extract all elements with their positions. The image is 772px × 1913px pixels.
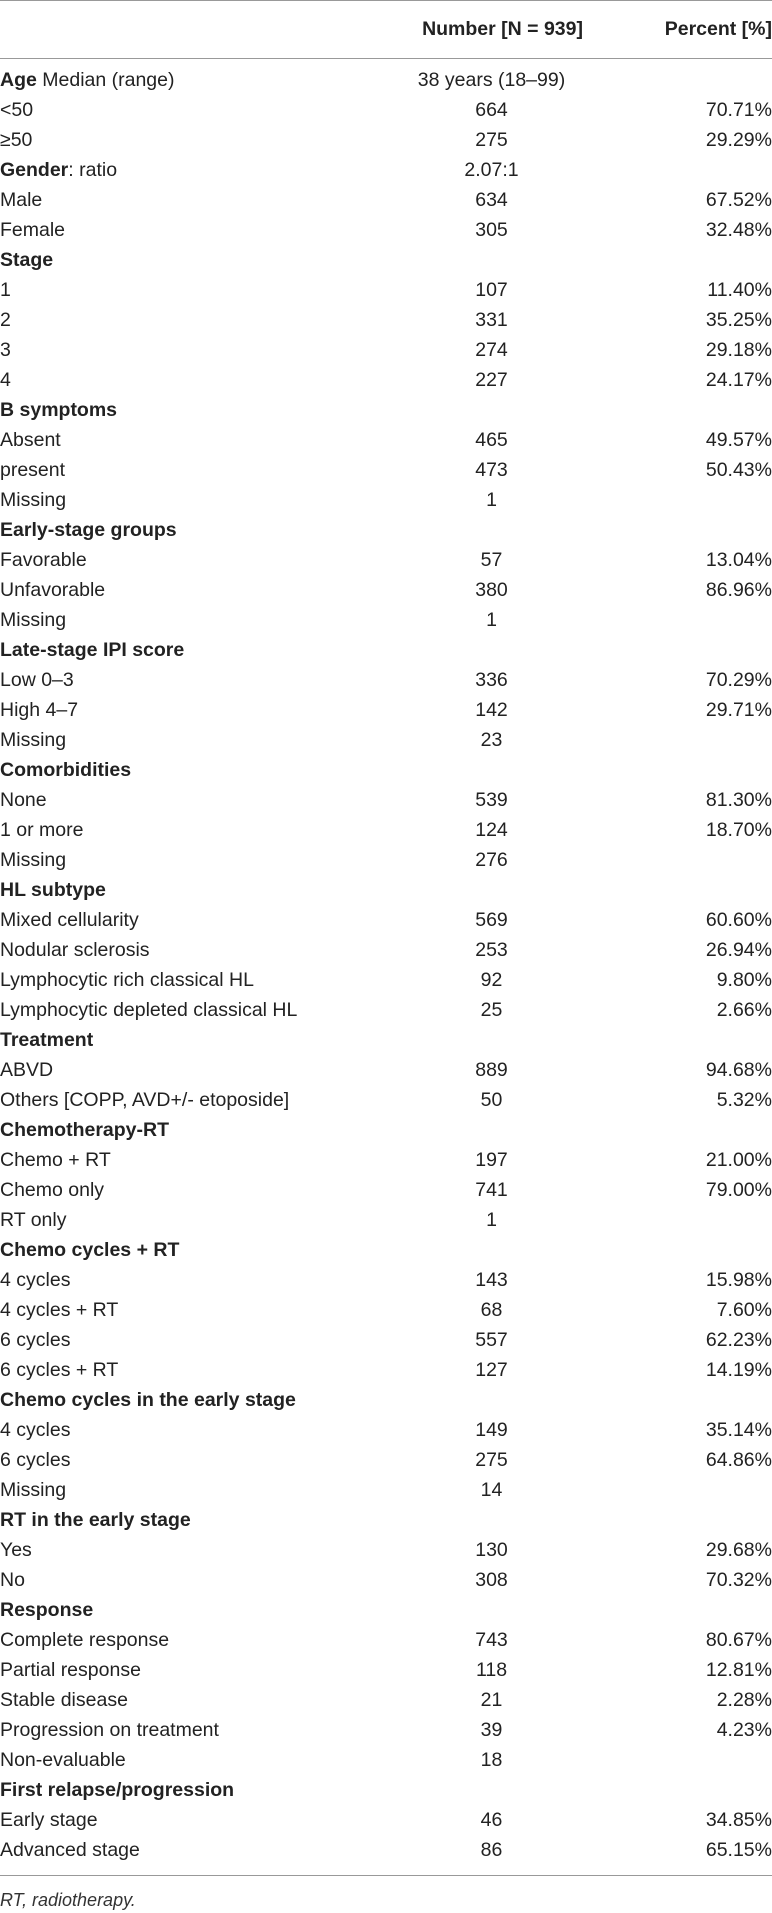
- table-row: [0, 605, 772, 635]
- row-percent: 12.81%: [705, 1658, 772, 1681]
- table-row: [0, 575, 772, 605]
- row-number: 664: [475, 98, 508, 121]
- row-number: 253: [475, 938, 508, 961]
- row-label: Treatment: [0, 1028, 94, 1051]
- row-label: RT only: [0, 1208, 67, 1231]
- row-percent: 11.40%: [707, 278, 772, 301]
- row-number: 18: [480, 1748, 503, 1771]
- row-label: <50: [0, 98, 34, 121]
- row-label: First relapse/progression: [0, 1778, 235, 1801]
- table-row: [0, 1205, 772, 1235]
- table-row: [0, 185, 772, 215]
- table-row: [0, 665, 772, 695]
- section-row: [0, 515, 772, 545]
- table-row: [0, 1295, 772, 1325]
- row-label: Lymphocytic depleted classical HL: [0, 998, 298, 1021]
- row-number: 92: [480, 968, 503, 991]
- row-label: Lymphocytic rich classical HL: [0, 968, 254, 991]
- table-row: [0, 545, 772, 575]
- row-number: 1: [486, 488, 497, 511]
- row-number: 889: [475, 1058, 508, 1081]
- table-row: [0, 305, 772, 335]
- row-number: 305: [475, 218, 508, 241]
- row-label: Missing: [0, 1478, 67, 1501]
- row-number: 86: [480, 1838, 503, 1861]
- row-number: 2.07:1: [464, 158, 519, 181]
- row-label: ≥50: [0, 128, 33, 151]
- table-row: [0, 155, 772, 185]
- row-number: 68: [480, 1298, 503, 1321]
- section-row: [0, 1595, 772, 1625]
- row-percent: 94.68%: [705, 1058, 772, 1081]
- row-percent: 2.28%: [716, 1688, 772, 1711]
- row-number: 331: [475, 308, 508, 331]
- row-number: 473: [475, 458, 508, 481]
- section-row: [0, 1025, 772, 1055]
- row-percent: 26.94%: [705, 938, 772, 961]
- table-row: [0, 95, 772, 125]
- row-percent: 29.68%: [705, 1538, 772, 1561]
- row-label: Late-stage IPI score: [0, 638, 185, 661]
- row-number: 634: [475, 188, 508, 211]
- table-row: [0, 1535, 772, 1565]
- row-number: 46: [480, 1808, 503, 1831]
- row-label: Advanced stage: [0, 1838, 140, 1861]
- row-percent: 32.48%: [705, 218, 772, 241]
- row-label: Missing: [0, 728, 67, 751]
- row-label: 1: [0, 278, 11, 301]
- header-percent: Percent [%]: [664, 18, 772, 40]
- row-number: 23: [480, 728, 503, 751]
- row-label: Early stage: [0, 1808, 98, 1831]
- row-number: 336: [475, 668, 508, 691]
- header-number: Number [N = 939]: [422, 18, 583, 40]
- table-row: [0, 1475, 772, 1505]
- row-number: 142: [475, 698, 508, 721]
- table-row: [0, 1055, 772, 1085]
- table-row: [0, 1835, 772, 1865]
- row-label: 4 cycles: [0, 1268, 71, 1291]
- row-label: 2: [0, 308, 11, 331]
- table-row: [0, 1175, 772, 1205]
- row-percent: 64.86%: [705, 1448, 772, 1471]
- row-label: Non-evaluable: [0, 1748, 126, 1771]
- row-label: Female: [0, 218, 66, 241]
- row-percent: 62.23%: [705, 1328, 772, 1351]
- row-label: Missing: [0, 488, 67, 511]
- row-number: 143: [475, 1268, 508, 1291]
- table-row: [0, 965, 772, 995]
- row-label: Others [COPP, AVD+/- etoposide]: [0, 1088, 290, 1111]
- row-percent: 35.14%: [705, 1418, 772, 1441]
- row-label: None: [0, 788, 47, 811]
- table-row: [0, 1415, 772, 1445]
- row-percent: 7.60%: [716, 1298, 772, 1321]
- row-label: Complete response: [0, 1628, 170, 1651]
- row-number: 38 years (18–99): [417, 68, 566, 91]
- row-label: Male: [0, 188, 43, 211]
- row-number: 308: [475, 1568, 508, 1591]
- row-label: No: [0, 1568, 25, 1591]
- row-number: 275: [475, 128, 508, 151]
- row-label: Response: [0, 1598, 94, 1621]
- row-label: Nodular sclerosis: [0, 938, 150, 961]
- row-label: 4 cycles: [0, 1418, 71, 1441]
- row-number: 118: [475, 1658, 508, 1681]
- table-row: [0, 215, 772, 245]
- row-label: [0, 69, 390, 92]
- row-label: Chemo only: [0, 1178, 105, 1201]
- table-row: [0, 1355, 772, 1385]
- row-label: [0, 159, 390, 182]
- table-row: [0, 1805, 772, 1835]
- table-row: [0, 1265, 772, 1295]
- row-number: 57: [480, 548, 503, 571]
- row-percent: 4.23%: [716, 1718, 772, 1741]
- row-number: 39: [480, 1718, 503, 1741]
- row-percent: 2.66%: [716, 998, 772, 1021]
- row-number: 743: [475, 1628, 508, 1651]
- row-label-rest: Median (range): [36, 68, 175, 91]
- table-row: [0, 455, 772, 485]
- section-row: [0, 1115, 772, 1145]
- section-row: [0, 395, 772, 425]
- row-label: Chemo cycles in the early stage: [0, 1388, 296, 1411]
- section-row: [0, 1775, 772, 1805]
- row-number: 149: [475, 1418, 508, 1441]
- row-percent: 70.29%: [705, 668, 772, 691]
- table-row: [0, 725, 772, 755]
- row-label: 4 cycles + RT: [0, 1298, 119, 1321]
- row-percent: 29.71%: [705, 698, 772, 721]
- row-number: 107: [475, 278, 508, 301]
- row-percent: 80.67%: [705, 1628, 772, 1651]
- table-header: [0, 1, 772, 58]
- row-number: 275: [475, 1448, 508, 1471]
- row-label: Stage: [0, 248, 54, 271]
- row-percent: 70.32%: [705, 1568, 772, 1591]
- section-row: [0, 875, 772, 905]
- row-number: 1: [486, 1208, 497, 1231]
- table-row: [0, 1655, 772, 1685]
- row-label: Mixed cellularity: [0, 908, 139, 931]
- table-row: [0, 1625, 772, 1655]
- row-number: 50: [480, 1088, 503, 1111]
- row-percent: 81.30%: [705, 788, 772, 811]
- row-label: 6 cycles: [0, 1328, 71, 1351]
- row-label: Unfavorable: [0, 578, 106, 601]
- row-percent: 5.32%: [716, 1088, 772, 1111]
- row-label: Partial response: [0, 1658, 141, 1681]
- row-percent: 18.70%: [705, 818, 772, 841]
- table-row: [0, 1145, 772, 1175]
- table-row: [0, 1565, 772, 1595]
- row-number: 25: [480, 998, 503, 1021]
- section-row: [0, 1505, 772, 1535]
- table-row: [0, 1085, 772, 1115]
- row-percent: 79.00%: [705, 1178, 772, 1201]
- row-number: 14: [480, 1478, 503, 1501]
- table-row: [0, 65, 772, 95]
- table-row: [0, 995, 772, 1025]
- table-body: [0, 59, 772, 1875]
- row-percent: 49.57%: [705, 428, 772, 451]
- row-number: 124: [475, 818, 508, 841]
- section-row: [0, 1235, 772, 1265]
- row-label-rest: : ratio: [68, 158, 118, 181]
- row-percent: 60.60%: [705, 908, 772, 931]
- row-number: 276: [475, 848, 508, 871]
- row-percent: 50.43%: [705, 458, 772, 481]
- table-row: [0, 1745, 772, 1775]
- footnote: RT, radiotherapy.: [0, 1890, 136, 1910]
- row-percent: 14.19%: [705, 1358, 772, 1381]
- row-label: ABVD: [0, 1058, 54, 1081]
- row-number: 741: [475, 1178, 508, 1201]
- row-number: 227: [475, 368, 508, 391]
- row-percent: 24.17%: [705, 368, 772, 391]
- row-label: Early-stage groups: [0, 518, 177, 541]
- table-row: [0, 905, 772, 935]
- row-number: 21: [480, 1688, 503, 1711]
- row-percent: 15.98%: [705, 1268, 772, 1291]
- row-label: present: [0, 458, 66, 481]
- row-number: 197: [475, 1148, 508, 1171]
- row-number: 274: [475, 338, 508, 361]
- row-percent: 29.29%: [705, 128, 772, 151]
- row-percent: 21.00%: [705, 1148, 772, 1171]
- section-row: [0, 755, 772, 785]
- table-row: [0, 485, 772, 515]
- table-row: [0, 1445, 772, 1475]
- row-percent: 29.18%: [705, 338, 772, 361]
- section-row: [0, 635, 772, 665]
- row-number: 557: [475, 1328, 508, 1351]
- row-percent: 34.85%: [705, 1808, 772, 1831]
- section-row: [0, 1385, 772, 1415]
- row-number: 465: [475, 428, 508, 451]
- row-label: Chemo cycles + RT: [0, 1238, 180, 1261]
- row-label: Progression on treatment: [0, 1718, 219, 1741]
- row-label: Chemo + RT: [0, 1148, 111, 1171]
- row-label-bold: Gender: [0, 158, 69, 181]
- table-row: [0, 365, 772, 395]
- table-row: [0, 935, 772, 965]
- table-row: [0, 275, 772, 305]
- row-label: 3: [0, 338, 11, 361]
- row-label: Missing: [0, 608, 67, 631]
- table-row: [0, 845, 772, 875]
- row-label: 6 cycles: [0, 1448, 71, 1471]
- row-percent: 9.80%: [716, 968, 772, 991]
- row-label: Low 0–3: [0, 668, 74, 691]
- table-row: [0, 815, 772, 845]
- row-label: Favorable: [0, 548, 87, 571]
- row-percent: 65.15%: [705, 1838, 772, 1861]
- row-number: 130: [475, 1538, 508, 1561]
- table-row: [0, 335, 772, 365]
- row-label: 1 or more: [0, 818, 84, 841]
- row-percent: 67.52%: [705, 188, 772, 211]
- row-percent: 70.71%: [705, 98, 772, 121]
- row-number: 127: [475, 1358, 508, 1381]
- row-label: 4: [0, 368, 11, 391]
- row-label: Chemotherapy-RT: [0, 1118, 170, 1141]
- row-percent: 35.25%: [705, 308, 772, 331]
- row-number: 1: [486, 608, 497, 631]
- table-row: [0, 695, 772, 725]
- row-label: Comorbidities: [0, 758, 132, 781]
- row-label: Yes: [0, 1538, 32, 1561]
- row-label: Missing: [0, 848, 67, 871]
- row-label: Stable disease: [0, 1688, 128, 1711]
- row-number: 380: [475, 578, 508, 601]
- table-row: [0, 1715, 772, 1745]
- row-label: HL subtype: [0, 878, 106, 901]
- row-percent: 13.04%: [705, 548, 772, 571]
- row-number: 539: [475, 788, 508, 811]
- row-number: 569: [475, 908, 508, 931]
- row-label: Absent: [0, 428, 61, 451]
- row-percent: 86.96%: [705, 578, 772, 601]
- row-label: High 4–7: [0, 698, 79, 721]
- table-row: [0, 1325, 772, 1355]
- row-label: 6 cycles + RT: [0, 1358, 119, 1381]
- table-row: [0, 425, 772, 455]
- row-label: RT in the early stage: [0, 1508, 191, 1531]
- row-label: B symptoms: [0, 398, 118, 421]
- row-label-bold: Age: [0, 68, 37, 91]
- section-row: [0, 245, 772, 275]
- table-row: [0, 125, 772, 155]
- table-row: [0, 1685, 772, 1715]
- table-row: [0, 785, 772, 815]
